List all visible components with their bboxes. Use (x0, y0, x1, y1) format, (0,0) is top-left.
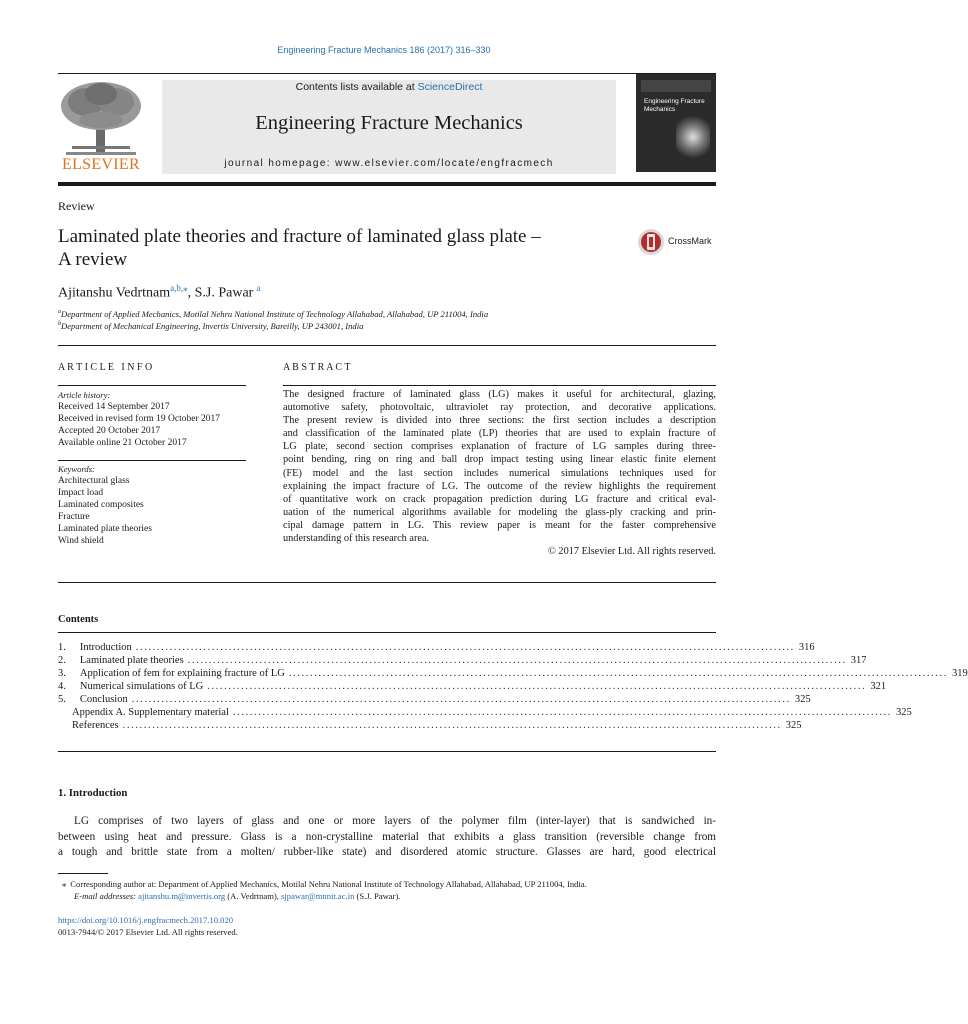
toc-item[interactable]: 5. Conclusion ............................................................................................................................................................ 325 (58, 694, 811, 705)
tree-logo-icon (56, 80, 146, 158)
toc-item[interactable]: Appendix A. Supplementary material ............................................................................................................................................................ 325 (72, 707, 912, 718)
author-pawar[interactable]: S.J. Pawar (194, 285, 254, 301)
article-history-label: Article history: (58, 390, 111, 400)
article-type: Review (58, 199, 95, 213)
article-info-heading: A R T I C L E I N F O (58, 362, 153, 373)
article-title: Laminated plate theories and fracture of laminated glass plate – A review (58, 226, 541, 270)
contents-bottom-rule (58, 751, 716, 752)
crossmark-label: CrossMark (668, 236, 712, 246)
doi-link[interactable]: https://doi.org/10.1016/j.engfracmech.2017.10.020 (58, 915, 234, 925)
journal-title: Engineering Fracture Mechanics (255, 112, 523, 134)
contents-availability: Contents lists available at ScienceDirect (295, 81, 483, 93)
keyword: Impact load (58, 488, 104, 498)
affiliation-b: $^b$Department of Mechanical Engineering, Invertis University, Bareilly, UP 243001, India (58, 321, 364, 331)
contents-heading: Contents (58, 614, 99, 625)
footnote-rule (58, 873, 108, 874)
header-bottom-rule (58, 182, 716, 186)
crossmark-icon (637, 228, 665, 256)
keyword: Wind shield (58, 536, 104, 546)
toc-item[interactable]: References ............................................................................................................................................................ 325 (72, 720, 802, 731)
article-history: Received 14 September 2017 Received in revised form 19 October 2017 Accepted 20 October 2017 Available online 21 October 2017 (58, 402, 220, 448)
crossmark-button[interactable] (637, 228, 721, 258)
journal-banner (162, 80, 616, 174)
authors: Ajitanshu Vedrtnam$^{a,b,⁎}$, S.J. Pawar $^a$ (58, 283, 261, 301)
abstract-bottom-rule (58, 582, 716, 583)
email-link-pawar[interactable]: sjpawar@mnnit.ac.in (281, 891, 355, 901)
info-top-rule (58, 345, 716, 346)
keyword: Laminated composites (58, 500, 144, 510)
cover-title: Engineering Fracture Mechanics (644, 98, 705, 113)
introduction-heading: 1. Introduction (58, 787, 128, 799)
keyword: Fracture (58, 512, 90, 522)
author2-affiliation-sup[interactable]: a (256, 283, 261, 293)
issn-copyright: 0013-7944/© 2017 Elsevier Ltd. All rights reserved. (58, 927, 238, 937)
author-vedrtnam[interactable]: Ajitanshu Vedrtnam (58, 285, 171, 301)
toc-item[interactable]: 4. Numerical simulations of LG ............................................................................................................................................................ 321 (58, 681, 887, 692)
author1-affiliation-sup[interactable]: a,b, (170, 283, 184, 293)
journal-citation[interactable]: Engineering Fracture Mechanics 186 (2017) 316–330 (277, 45, 491, 55)
sciencedirect-link[interactable]: ScienceDirect (417, 81, 483, 93)
elsevier-wordmark: ELSEVIER (62, 156, 140, 173)
keyword: Architectural glass (58, 476, 130, 486)
article-info-rule (58, 385, 246, 386)
abstract-body: The designed fracture of laminated glass (LG) makes it useful for architectural, glazing, automotive safety, photovoltaic, ultraviolet ray protection, and decorative applications. The present review is divided into three sections: the first section includes a description and classification of the laminated plate (LP) theories that are used to explain fracture of LG plate, second section comprises explanation of fracture of LG samples during three- point bending, ring on ring and ball drop impact testing using linear elastic finite element (FE) model and the last section includes numerical simulations techniques used for explaining the impact fracture of LG. The outcome of the review highlights the requirement of quantitative work on crack propagation prediction during LG fracture and critical eval- uation of the numerical algorithms available for modeling the glass-ply cracking and prin- cipal damage pattern in LG. This review paper is meant for the faster comprehensive understanding of this research area. (283, 389, 716, 545)
corresponding-author-note: ⁎ Corresponding author at: Department of Applied Mechanics, Motilal Nehru National Institute of Technology Allahabad, Allahabad, UP 211004, India. (62, 879, 587, 889)
toc-item[interactable]: 2. Laminated plate theories ............................................................................................................................................................ 317 (58, 655, 867, 666)
journal-cover-image (636, 74, 716, 172)
toc-item[interactable]: 3. Application of fem for explaining fracture of LG ............................................................................................................................................................ 319 (58, 668, 968, 679)
email-note: E-mail addresses: ajitanshu.m@invertis.org (A. Vedrtnam), sjpawar@mnnit.ac.in (S.J. Pawar). (74, 891, 401, 901)
keyword: Laminated plate theories (58, 524, 152, 534)
toc-item[interactable]: 1. Introduction ............................................................................................................................................................ 316 (58, 642, 815, 653)
header-top-rule (58, 73, 716, 74)
journal-homepage[interactable]: journal homepage: www.elsevier.com/locate/engfracmech (224, 158, 554, 169)
corresponding-star[interactable]: ⁎ (183, 283, 188, 293)
contents-top-rule (58, 632, 716, 633)
abstract-copyright: © 2017 Elsevier Ltd. All rights reserved. (548, 546, 716, 557)
elsevier-logo (56, 80, 146, 175)
keywords-rule (58, 460, 246, 461)
keywords-label: Keywords: (58, 464, 95, 474)
email-link-vedrtnam[interactable]: ajitanshu.m@invertis.org (138, 891, 226, 901)
introduction-body: LG comprises of two layers of glass and one or more layers of the polymer film (inter-layer) that is sandwiched in- between using heat and pressure. Glass is a non-crystalline material that exhibits a glass transition (reversible change from a tough and brittle state from a molten/ rubber-like state) and disordered atomic structure. Glasses are hard, good electrical (58, 815, 716, 858)
abstract-rule (283, 385, 716, 386)
abstract-heading: A B S T R A C T (283, 362, 351, 373)
affiliation-a: $^a$Department of Applied Mechanics, Motilal Nehru National Institute of Technology Allahabad, Allahabad, UP 211004, India (58, 309, 489, 319)
keywords-list (58, 475, 152, 547)
